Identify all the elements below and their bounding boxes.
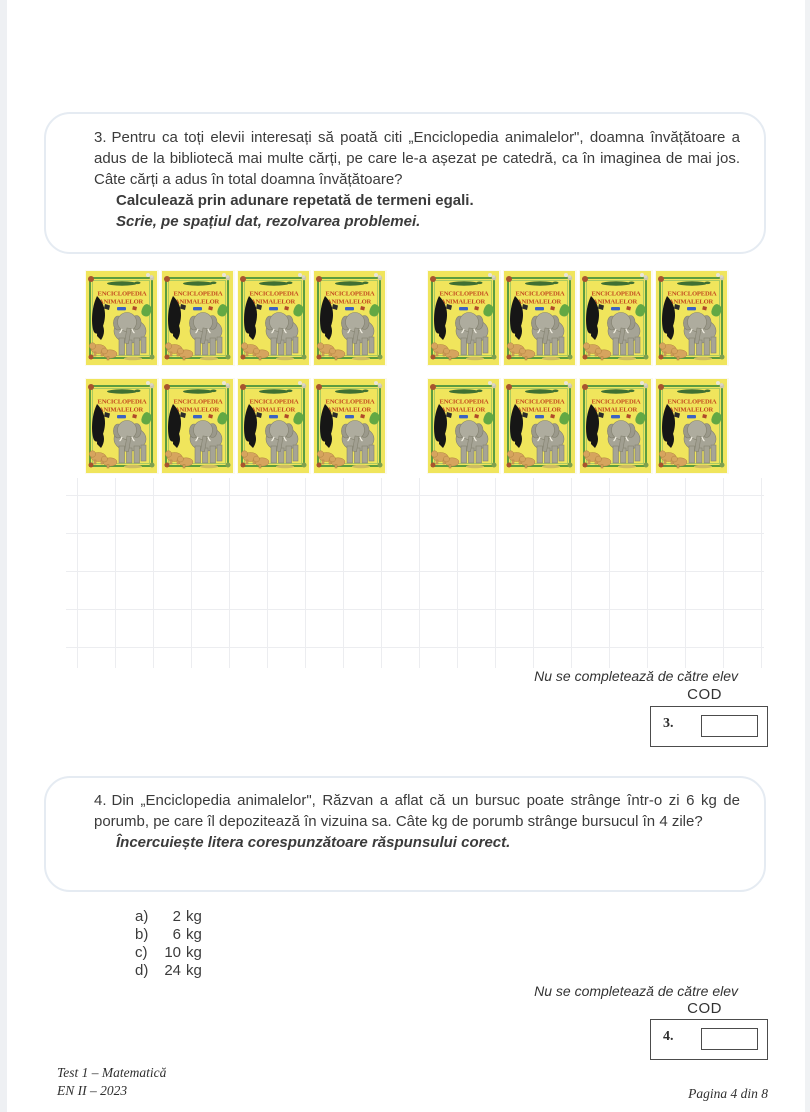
option-b-unit: kg [186,926,202,943]
question4-text [94,790,740,832]
admin-note-q4: Nu se completează de către elev [534,983,738,999]
option-c-unit: kg [186,944,202,961]
book-group [427,378,729,474]
book-row [85,378,729,474]
cod-box-q4 [650,1019,768,1060]
question4-body: Din „Enciclopedia animalelor", Răzvan a aflat că un bursuc poate strânge într-o zi 6 kg de porumb, pe care îl depozitează în vizuina sa. Câte kg de porumb strânge bursucul în 4 zile? [94,792,740,830]
book-cover [427,378,501,474]
footer-test-year: EN II – 2023 [57,1082,128,1098]
footer-test-name: Test 1 – Matematică [57,1065,167,1080]
option-b-letter: b) [135,926,149,943]
book-cover [85,270,159,366]
answer-grid-workspace [66,478,764,668]
book-group [85,378,387,474]
cod-box-q4-score-field [701,1028,758,1050]
book-cover [503,378,577,474]
question3-instruction-1: Calculează prin adunare repetată de termeni egali. [116,192,474,209]
page-right-edge [805,0,810,1112]
cod-label-q3: COD [687,686,722,703]
question3-text [94,127,740,190]
option-c [135,944,202,962]
cod-box-q3-score-field [701,715,758,737]
option-c-amount: 10 [164,944,181,961]
footer-page-number: Pagina 4 din 8 [688,1086,768,1101]
footer-test-id [57,1064,166,1099]
book-cover [85,378,159,474]
option-a-unit: kg [186,908,202,925]
page-left-edge [0,0,7,1112]
book-row [85,270,729,366]
book-cover [655,378,729,474]
option-d-unit: kg [186,962,202,979]
book-cover [313,378,387,474]
option-d-letter: d) [135,962,149,979]
book-cover [427,270,501,366]
book-cover [161,378,235,474]
option-b [135,926,202,944]
cod-box-q3 [650,706,768,747]
cod-label-q4: COD [687,1000,722,1017]
option-d-amount: 24 [164,962,181,979]
question4-number: 4. [94,792,107,809]
question3-number: 3. [94,129,107,146]
question3-body: Pentru ca toți elevii interesați să poată citi „Enciclopedia animalelor", doamna învățătoare a adus de la bibliotecă mai multe cărți, pe care le-a așezat pe catedră, ca în imaginea de mai jos. Câte cărți a adus în total doamna învățătoare? [94,129,740,188]
book-group [85,270,387,366]
cod-box-q4-number: 4. [663,1029,674,1044]
question3-instruction-2: Scrie, pe spațiul dat, rezolvarea problemei. [116,213,421,230]
question4-instruction: Încercuiește litera corespunzătoare răspunsului corect. [116,834,511,851]
admin-note-q3: Nu se completează de către elev [534,668,738,684]
question3-box [44,112,766,254]
books-illustration [85,270,729,486]
cod-box-q3-number: 3. [663,716,674,731]
book-group [427,270,729,366]
option-a [135,908,202,926]
book-cover [579,270,653,366]
answer-options [135,908,202,980]
book-cover [237,378,311,474]
option-a-amount: 2 [172,908,181,925]
book-cover [503,270,577,366]
option-d [135,962,202,980]
question4-box [44,776,766,892]
option-b-amount: 6 [172,926,181,943]
book-cover [237,270,311,366]
book-cover [313,270,387,366]
option-c-letter: c) [135,944,148,961]
option-a-letter: a) [135,908,149,925]
book-cover [655,270,729,366]
book-cover [161,270,235,366]
book-cover [579,378,653,474]
